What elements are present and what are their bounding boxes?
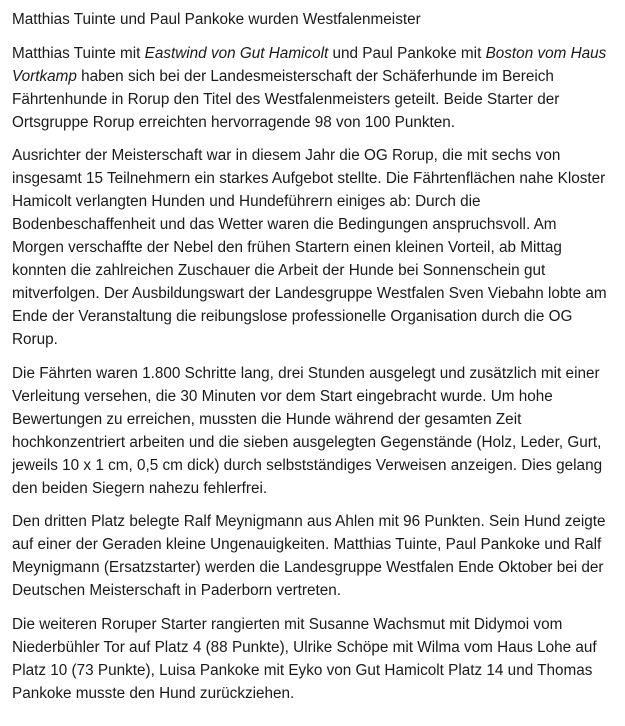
dog-name-text: Eastwind von Gut Hamicolt bbox=[144, 44, 329, 62]
article-body bbox=[12, 8, 612, 705]
intro-paragraph bbox=[12, 42, 612, 134]
body-text: haben sich bei der Landesmeisterschaft der Schäferhunde im Bereich Fährtenhunde in Rorup den Titel des Westfalenmeisters geteilt. Beide Starter der Ortsgruppe Rorup erreichten hervorragende 98 von 100 Punkten. bbox=[12, 67, 560, 131]
headline-paragraph bbox=[12, 8, 612, 31]
body-text: Matthias Tuinte mit bbox=[12, 44, 145, 62]
body-text: Die Fährten waren 1.800 Schritte lang, drei Stunden ausgelegt und zusätzlich mit einer Verleitung versehen, die 30 Minuten vor dem Start eingebracht wurde. Um hohe Bewertungen zu erreichen, mussten die Hunde während der gesamten Zeit hochkonzentriert arbeiten und die sieben ausgelegten Gegenstände (Holz, Leder, Gurt, jeweils 10 x 1 cm, 0,5 cm dick) durch selbstständiges Verweisen anzeigen. Dies gelang den beiden Siegern nahezu fehlerfrei. bbox=[12, 364, 603, 497]
other-starters-paragraph bbox=[12, 613, 612, 705]
body-text: Ausrichter der Meisterschaft war in diesem Jahr die OG Rorup, die mit sechs von insgesamt 15 Teilnehmern ein starkes Aufgebot stellte. Die Fährtenflächen nahe Kloster Hamicolt verlangten Hunden und Hundeführern einiges ab: Durch die Bodenbeschaffenheit und das Wetter waren die Bedingungen anspruchsvoll. Am Morgen verschaffte der Nebel den frühen Startern einen kleinen Vorteil, ab Mittag konnten die zahlreichen Zuschauer die Arbeit der Hunde bei Sonnenschein gut mitverfolgen. Der Ausbildungswart der Landesgruppe Westfalen Sven Viebahn lobte am Ende der Veranstaltung die reibungslose professionelle Organisation durch die OG Rorup. bbox=[12, 147, 607, 348]
organizer-paragraph bbox=[12, 144, 612, 351]
body-text: Den dritten Platz belegte Ralf Meynigmann aus Ahlen mit 96 Punkten. Sein Hund zeigte auf einer der Geraden kleine Ungenauigkeiten. Matthias Tuinte, Paul Pankoke und Ralf Meynigmann (Ersatzstarter) werden die Landesgruppe Westfalen Ende Oktober bei der Deutschen Meisterschaft in Paderborn vertreten. bbox=[12, 513, 606, 599]
track-details-paragraph bbox=[12, 362, 612, 500]
body-text: Die weiteren Roruper Starter rangierten mit Susanne Wachsmut mit Didymoi vom Niederbühler Tor auf Platz 4 (88 Punkte), Ulrike Schöpe mit Wilma vom Haus Lohe auf Platz 10 (73 Punkte), Luisa Pankoke mit Eyko von Gut Hamicolt Platz 14 und Thomas Pankoke musste den Hund zurückziehen. bbox=[12, 615, 597, 702]
body-text: und Paul Pankoke mit bbox=[328, 44, 486, 62]
dog-name-text: Boston vom Haus Vortkamp bbox=[12, 44, 607, 85]
third-place-paragraph bbox=[12, 510, 612, 602]
body-text: Matthias Tuinte und Paul Pankoke wurden Westfalenmeister bbox=[12, 11, 421, 28]
